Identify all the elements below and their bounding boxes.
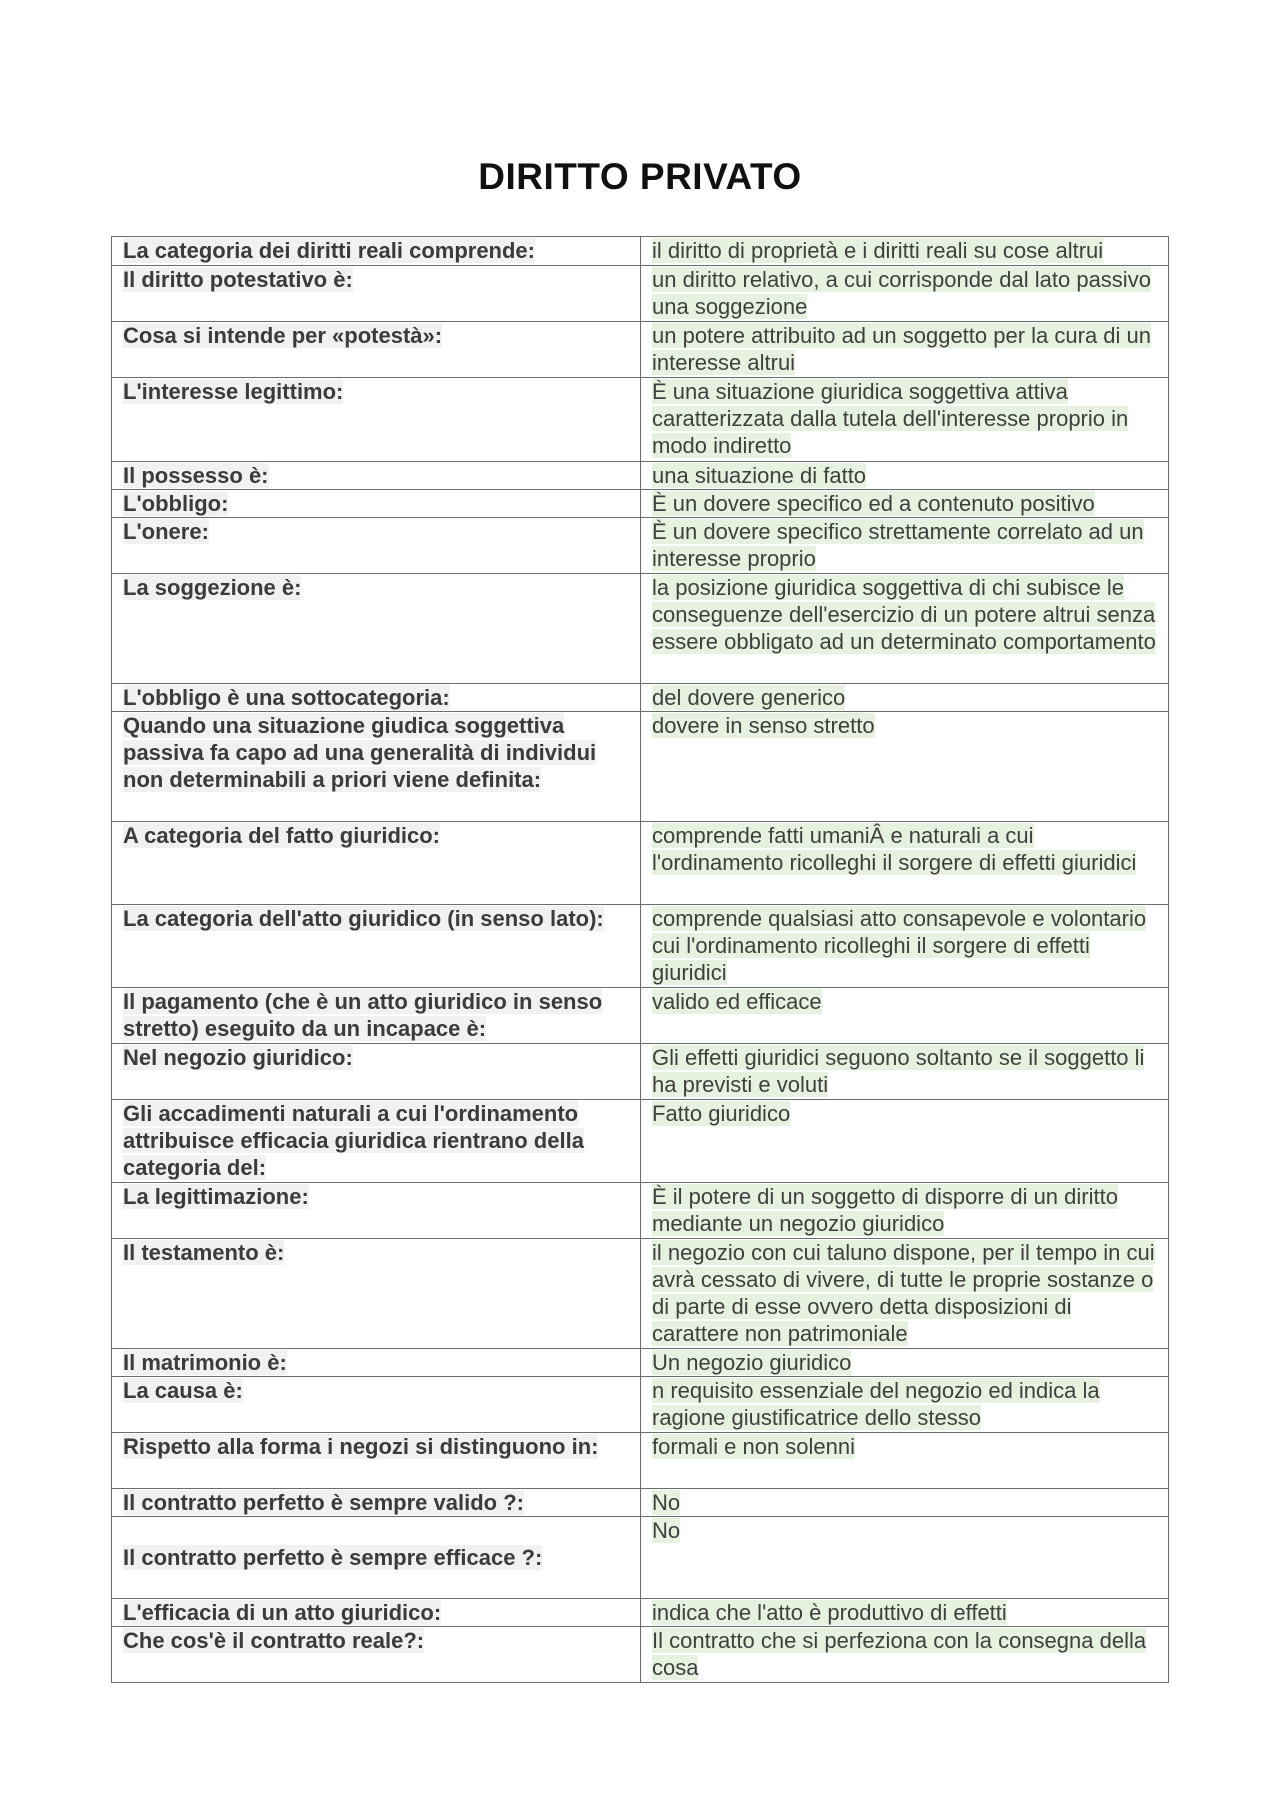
- question-text: Rispetto alla forma i negozi si distinguono in:: [123, 1434, 599, 1459]
- table-row: [112, 1627, 1169, 1683]
- table-row: [112, 1044, 1169, 1100]
- table-row: [112, 1100, 1169, 1183]
- answer-text: il diritto di proprietà e i diritti reali su cose altrui: [652, 238, 1104, 263]
- question-text: La categoria dei diritti reali comprende:: [123, 238, 535, 263]
- question-cell: [112, 1183, 641, 1239]
- answer-cell: [641, 378, 1169, 462]
- answer-text: È un dovere specifico strettamente correlato ad un interesse proprio: [652, 519, 1144, 571]
- question-text: Il contratto perfetto è sempre efficace ?:: [123, 1545, 543, 1570]
- question-text: L'efficacia di un atto giuridico:: [123, 1600, 442, 1625]
- question-cell: [112, 462, 641, 490]
- answer-text: È il potere di un soggetto di disporre di un diritto mediante un negozio giuridico: [652, 1184, 1118, 1236]
- answer-text: comprende qualsiasi atto consapevole e volontario cui l'ordinamento ricolleghi il sorgere di effetti giuridici: [652, 906, 1147, 985]
- question-cell: [112, 1044, 641, 1100]
- table-row: [112, 1517, 1169, 1599]
- answer-text: un potere attribuito ad un soggetto per la cura di un interesse altrui: [652, 323, 1152, 375]
- answer-cell: [641, 1183, 1169, 1239]
- answer-cell: [641, 490, 1169, 518]
- question-text: La categoria dell'atto giuridico (in senso lato):: [123, 906, 604, 931]
- answer-text: No: [652, 1518, 681, 1543]
- answer-text: una situazione di fatto: [652, 463, 867, 488]
- table-row: [112, 712, 1169, 822]
- table-row: [112, 266, 1169, 322]
- answer-cell: [641, 1377, 1169, 1433]
- table-row: [112, 490, 1169, 518]
- question-text: La causa è:: [123, 1378, 243, 1403]
- answer-cell: [641, 1627, 1169, 1683]
- question-cell: [112, 1349, 641, 1377]
- page-title: DIRITTO PRIVATO: [478, 156, 802, 197]
- question-cell: [112, 1517, 641, 1599]
- question-text: Il pagamento (che è un atto giuridico in senso stretto) eseguito da un incapace è:: [123, 989, 603, 1041]
- question-cell: [112, 1489, 641, 1517]
- question-cell: [112, 1100, 641, 1183]
- question-text: Nel negozio giuridico:: [123, 1045, 353, 1070]
- answer-text: No: [652, 1490, 681, 1515]
- table-row: [112, 1183, 1169, 1239]
- answer-text: Il contratto che si perfeziona con la consegna della cosa: [652, 1628, 1147, 1680]
- question-text: Quando una situazione giudica soggettiva passiva fa capo ad una generalità di individui non determinabili a priori viene definita:: [123, 713, 597, 792]
- answer-text: n requisito essenziale del negozio ed indica la ragione giustificatrice dello stesso: [652, 1378, 1100, 1430]
- question-text: Cosa si intende per «potestà»:: [123, 323, 443, 348]
- question-text: L'onere:: [123, 519, 209, 544]
- table-row: [112, 237, 1169, 266]
- answer-cell: [641, 462, 1169, 490]
- question-text: Che cos'è il contratto reale?:: [123, 1628, 425, 1653]
- qa-table: [111, 236, 1169, 1683]
- answer-text: valido ed efficace: [652, 989, 822, 1014]
- table-row: [112, 574, 1169, 684]
- question-cell: [112, 905, 641, 988]
- question-cell: [112, 378, 641, 462]
- answer-cell: [641, 905, 1169, 988]
- question-text: Gli accadimenti naturali a cui l'ordinamento attribuisce efficacia giuridica rientrano della categoria del:: [123, 1101, 584, 1180]
- table-row: [112, 1433, 1169, 1489]
- question-cell: [112, 1377, 641, 1433]
- question-text: Il testamento è:: [123, 1240, 285, 1265]
- answer-text: dovere in senso stretto: [652, 713, 875, 738]
- answer-cell: [641, 1433, 1169, 1489]
- question-text: La soggezione è:: [123, 575, 302, 600]
- table-row: [112, 518, 1169, 574]
- table-row: [112, 1489, 1169, 1517]
- table-row: [112, 1599, 1169, 1627]
- table-row: [112, 684, 1169, 712]
- table-row: [112, 1349, 1169, 1377]
- answer-cell: [641, 574, 1169, 684]
- question-cell: [112, 490, 641, 518]
- answer-cell: [641, 1044, 1169, 1100]
- question-cell: [112, 1433, 641, 1489]
- answer-cell: [641, 266, 1169, 322]
- question-cell: [112, 684, 641, 712]
- question-cell: [112, 712, 641, 822]
- question-cell: [112, 988, 641, 1044]
- table-row: [112, 988, 1169, 1044]
- answer-cell: [641, 322, 1169, 378]
- question-text: Il contratto perfetto è sempre valido ?:: [123, 1490, 524, 1515]
- question-cell: [112, 574, 641, 684]
- question-text: L'obbligo:: [123, 491, 229, 516]
- answer-text: la posizione giuridica soggettiva di chi subisce le conseguenze dell'esercizio di un potere altrui senza essere obbligato ad un determinato comportamento: [652, 575, 1156, 654]
- answer-text: Un negozio giuridico: [652, 1350, 852, 1375]
- question-text: La legittimazione:: [123, 1184, 309, 1209]
- question-cell: [112, 822, 641, 905]
- answer-cell: [641, 1599, 1169, 1627]
- question-text: Il diritto potestativo è:: [123, 267, 353, 292]
- answer-cell: [641, 1239, 1169, 1349]
- question-cell: [112, 518, 641, 574]
- question-cell: [112, 1239, 641, 1349]
- table-row: [112, 378, 1169, 462]
- table-row: [112, 462, 1169, 490]
- answer-cell: [641, 1349, 1169, 1377]
- answer-cell: [641, 712, 1169, 822]
- question-text: A categoria del fatto giuridico:: [123, 823, 440, 848]
- question-cell: [112, 322, 641, 378]
- question-cell: [112, 237, 641, 266]
- answer-text: indica che l'atto è produttivo di effetti: [652, 1600, 1007, 1625]
- answer-text: È una situazione giuridica soggettiva attiva caratterizzata dalla tutela dell'interesse proprio in modo indiretto: [652, 379, 1129, 458]
- answer-cell: [641, 822, 1169, 905]
- question-text: Il matrimonio è:: [123, 1350, 287, 1375]
- answer-cell: [641, 1489, 1169, 1517]
- question-cell: [112, 266, 641, 322]
- answer-cell: [641, 1100, 1169, 1183]
- question-cell: [112, 1627, 641, 1683]
- question-cell: [112, 1599, 641, 1627]
- table-row: [112, 322, 1169, 378]
- answer-cell: [641, 518, 1169, 574]
- table-row: [112, 822, 1169, 905]
- answer-cell: [641, 237, 1169, 266]
- question-text: L'obbligo è una sottocategoria:: [123, 685, 450, 710]
- answer-text: Fatto giuridico: [652, 1101, 791, 1126]
- answer-cell: [641, 1517, 1169, 1599]
- answer-text: il negozio con cui taluno dispone, per il tempo in cui avrà cessato di vivere, di tutte le proprie sostanze o di parte di esse ovvero detta disposizioni di carattere non patrimoniale: [652, 1240, 1155, 1346]
- question-text: L'interesse legittimo:: [123, 379, 344, 404]
- question-text: Il possesso è:: [123, 463, 269, 488]
- answer-text: formali e non solenni: [652, 1434, 856, 1459]
- answer-text: del dovere generico: [652, 685, 846, 710]
- answer-cell: [641, 988, 1169, 1044]
- answer-text: Gli effetti giuridici seguono soltanto se il soggetto li ha previsti e voluti: [652, 1045, 1145, 1097]
- table-row: [112, 905, 1169, 988]
- answer-text: comprende fatti umaniÂ e naturali a cui l'ordinamento ricolleghi il sorgere di effetti giuridici: [652, 823, 1137, 875]
- table-row: [112, 1239, 1169, 1349]
- answer-text: un diritto relativo, a cui corrisponde dal lato passivo una soggezione: [652, 267, 1151, 319]
- table-row: [112, 1377, 1169, 1433]
- answer-text: È un dovere specifico ed a contenuto positivo: [652, 491, 1095, 516]
- answer-cell: [641, 684, 1169, 712]
